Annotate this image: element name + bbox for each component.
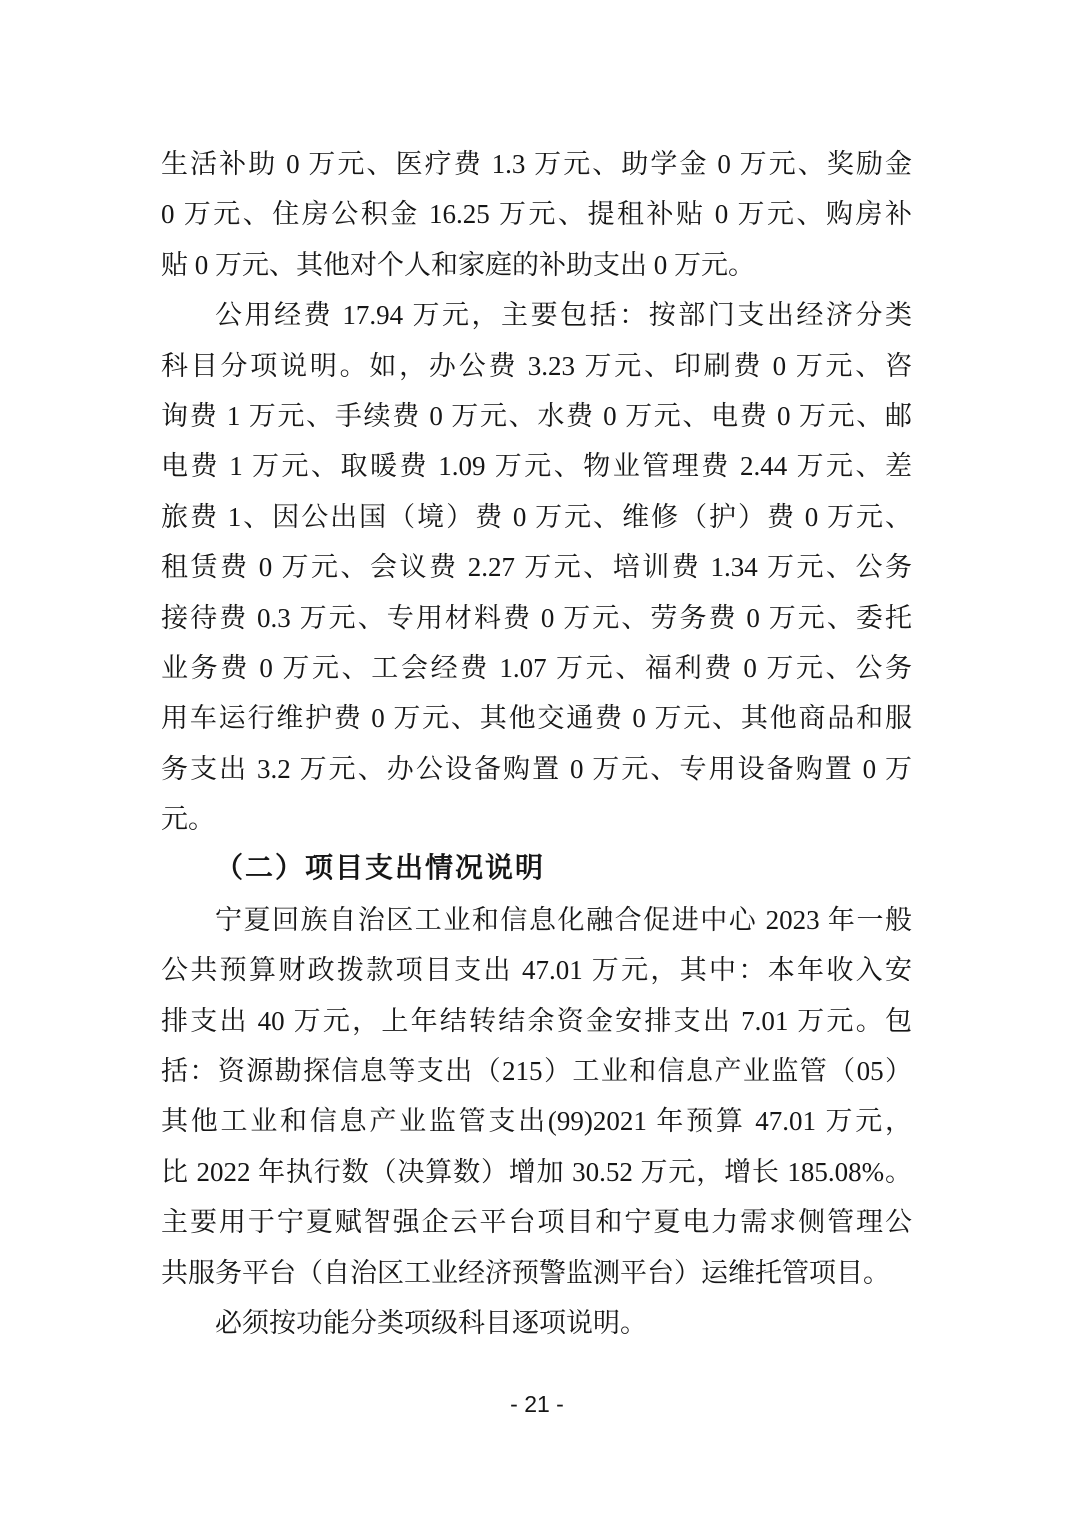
text-line: 旅费 1、因公出国（境）费 0 万元、维修（护）费 0 万元、	[161, 501, 912, 532]
text-line: 排支出 40 万元，上年结转结余资金安排支出 7.01 万元。包	[161, 1005, 912, 1036]
text-line: 公用经费 17.94 万元，主要包括：按部门支出经济分类	[215, 300, 912, 331]
text-line: 用车运行维护费 0 万元、其他交通费 0 万元、其他商品和服	[161, 703, 912, 734]
text-line: 电费 1 万元、取暖费 1.09 万元、物业管理费 2.44 万元、差	[161, 451, 912, 482]
text-line: 必须按功能分类项级科目逐项说明。	[215, 1307, 647, 1338]
text-line: 括：资源勘探信息等支出（215）工业和信息产业监管（05）	[161, 1056, 912, 1087]
text-line: 比 2022 年执行数（决算数）增加 30.52 万元，增长 185.08%。	[161, 1156, 912, 1187]
text-line: 贴 0 万元、其他对个人和家庭的补助支出 0 万元。	[161, 249, 755, 280]
text-line: 租赁费 0 万元、会议费 2.27 万元、培训费 1.34 万元、公务	[161, 552, 912, 583]
page-number: - 21 -	[510, 1391, 564, 1417]
text-line: 元。	[161, 804, 215, 835]
text-line: 公共预算财政拨款项目支出 47.01 万元，其中：本年收入安	[161, 955, 912, 986]
text-line: 业务费 0 万元、工会经费 1.07 万元、福利费 0 万元、公务	[161, 652, 912, 683]
section-heading: （二）项目支出情况说明	[215, 853, 546, 885]
text-block	[161, 139, 912, 1348]
text-line: 生活补助 0 万元、医疗费 1.3 万元、助学金 0 万元、奖励金	[161, 149, 912, 179]
text-line: 主要用于宁夏赋智强企云平台项目和宁夏电力需求侧管理公	[161, 1207, 912, 1238]
text-line: 0 万元、住房公积金 16.25 万元、提租补贴 0 万元、购房补	[161, 199, 912, 230]
text-line: 其他工业和信息产业监管支出(99)2021 年预算 47.01 万元，	[161, 1106, 912, 1137]
text-line: 务支出 3.2 万元、办公设备购置 0 万元、专用设备购置 0 万	[161, 753, 912, 784]
text-line: 宁夏回族自治区工业和信息化融合促进中心 2023 年一般	[215, 904, 912, 935]
text-line: 询费 1 万元、手续费 0 万元、水费 0 万元、电费 0 万元、邮	[161, 400, 912, 431]
text-line: 共服务平台（自治区工业经济预警监测平台）运维托管项目。	[161, 1257, 890, 1288]
text-line: 接待费 0.3 万元、专用材料费 0 万元、劳务费 0 万元、委托	[161, 602, 912, 633]
text-line: 科目分项说明。如，办公费 3.23 万元、印刷费 0 万元、咨	[161, 350, 912, 381]
